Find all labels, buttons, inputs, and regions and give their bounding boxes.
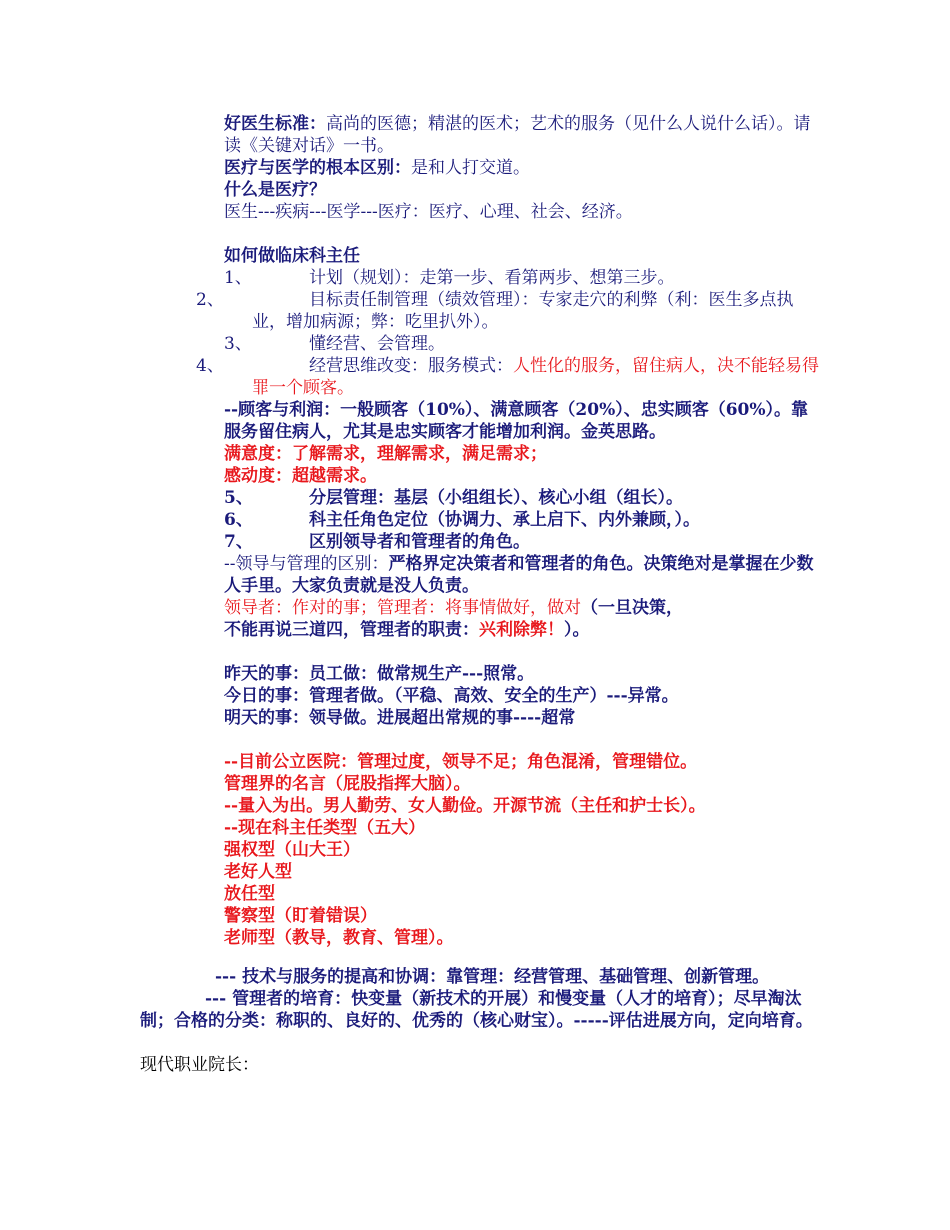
section-intro	[196, 113, 824, 949]
list-number: 3、	[224, 334, 252, 354]
leadership-difference-paragraph	[224, 553, 824, 597]
leader-role-note: （一旦决策，	[581, 598, 683, 618]
manager-duty-text: 不能再说三道四，管理者的职责：	[224, 620, 479, 640]
director-type-item: 老师型（教导，教育、管理）。	[224, 928, 454, 948]
today-line: 今日的事：管理者做。（平稳、高效、安全的生产）---异常。	[224, 686, 679, 706]
list-text: 经营思维改变：服务模式：	[309, 356, 513, 376]
good-doctor-text: 高尚的医德；精湛的医术；艺术的服务（见什么人说什么话）。请读《关键对话》一书。	[224, 114, 811, 156]
list-number: 7、	[224, 532, 253, 552]
manager-duty-end: ）。	[564, 620, 590, 640]
budget-line: --量入为出。男人勤劳、女人勤俭。开源节流（主任和护士长）。	[224, 796, 706, 816]
touched-line: 感动度：超越需求。	[224, 466, 377, 486]
leader-role-text: 领导者：作对的事；管理者：将事情做好，做对	[224, 598, 581, 618]
leadership-difference-text: 严格界定决策者和管理者的角色。决策绝对是掌握在少数人手里。大家负责就是没人负责。	[224, 554, 814, 596]
leadership-difference-label: --领导与管理的区别：	[224, 554, 389, 574]
list-text: 计划（规划）：走第一步、看第两步、想第三步。	[309, 268, 675, 288]
list-text-highlight: 人性化的服务，留住病人，决不能轻易得罪一个顾客。	[252, 356, 819, 398]
good-doctor-label: 好医生标准：	[224, 114, 326, 134]
list-item-2	[196, 289, 824, 333]
list-number: 6、	[224, 510, 253, 530]
manager-duty-line	[224, 619, 824, 641]
public-hospital-line: --目前公立医院：管理过度，领导不足；角色混淆，管理错位。	[224, 752, 698, 772]
list-item-4	[196, 355, 824, 399]
list-number: 1、	[224, 268, 252, 288]
leader-role-line	[224, 597, 824, 619]
list-text: 懂经营、会管理。	[309, 334, 445, 354]
what-is-medical-heading: 什么是医疗？	[224, 180, 326, 200]
manager-cultivation-paragraph: --- 管理者的培育：快变量（新技术的开展）和慢变量（人才的培育）；尽早淘汰制；合格的分类：称职的、良好的、优秀的（核心财宝）。-----评估进展方向，定向培育。	[140, 989, 813, 1031]
good-doctor-paragraph	[224, 113, 824, 157]
section-closing	[140, 966, 830, 1076]
section-heading: 如何做临床科主任	[224, 246, 360, 266]
tomorrow-line: 明天的事：领导做。进展超出常规的事----超常	[224, 708, 576, 728]
list-text: 科主任角色定位（协调力、承上启下、内外兼顾，）。	[309, 510, 700, 530]
list-number: 4、	[196, 356, 224, 376]
medical-difference-label: 医疗与医学的根本区别：	[224, 158, 411, 178]
list-number: 5、	[224, 488, 253, 508]
list-text: 目标责任制管理（绩效管理）：专家走穴的利弊（利：医生多点执业，增加病源；弊：吃里扒外）。	[252, 290, 794, 332]
director-type-item: 强权型（山大王）	[224, 840, 360, 860]
director-type-item: 老好人型	[224, 862, 292, 882]
list-number: 2、	[196, 290, 224, 310]
director-type-item: 放任型	[224, 884, 275, 904]
doctor-chain-line: 医生---疾病---医学---医疗：医疗、心理、社会、经济。	[224, 202, 633, 222]
director-type-item: 警察型（盯着错误）	[224, 906, 377, 926]
director-types-heading: --现在科主任类型（五大）	[224, 818, 426, 838]
list-text: 分层管理：基层（小组组长）、核心小组（组长）。	[309, 488, 683, 508]
list-text: 区别领导者和管理者的角色。	[309, 532, 530, 552]
medical-difference-text: 是和人打交道。	[411, 158, 530, 178]
management-quote-line: 管理界的名言（屁股指挥大脑）。	[224, 774, 471, 794]
list-item-1	[224, 267, 824, 289]
list-item-5	[224, 487, 824, 509]
manager-duty-highlight: 兴利除弊！	[479, 620, 564, 640]
list-item-3	[224, 333, 824, 355]
medical-difference-paragraph	[224, 157, 824, 179]
list-item-7	[224, 531, 824, 553]
tech-service-line: --- 技术与服务的提高和协调：靠管理：经营管理、基础管理、创新管理。	[215, 967, 770, 987]
list-item-6	[224, 509, 824, 531]
satisfaction-line: 满意度：了解需求，理解需求，满足需求；	[224, 444, 547, 464]
yesterday-line: 昨天的事：员工做：做常规生产---照常。	[224, 664, 535, 684]
customer-profit-paragraph: --顾客与利润：一般顾客（10%）、满意顾客（20%）、忠实顾客（60%）。靠服务留住病人，尤其是忠实顾客才能增加利润。金英思路。	[224, 400, 809, 442]
modern-president-line: 现代职业院长：	[140, 1055, 259, 1075]
